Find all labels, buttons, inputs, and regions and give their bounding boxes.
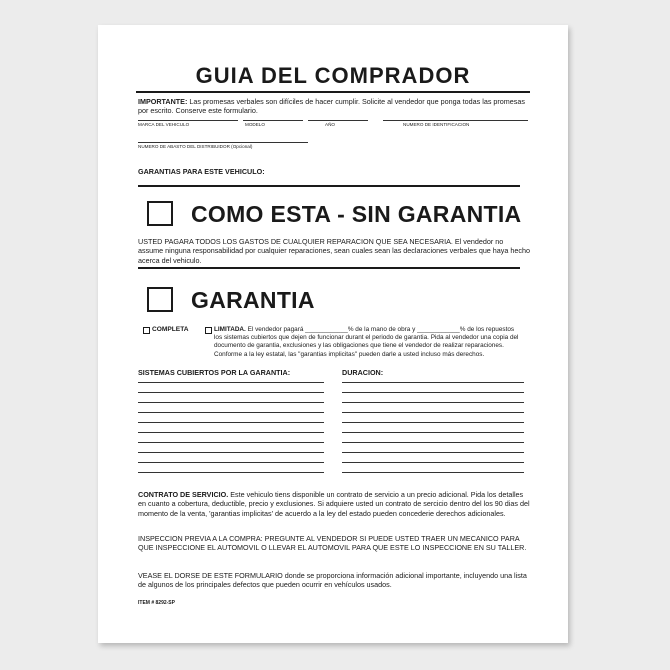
- item-number: ITEM # 8292-SP: [138, 600, 175, 606]
- form-title: GUIA DEL COMPRADOR: [195, 63, 471, 88]
- systems-heading: SISTEMAS CUBIERTOS POR LA GARANTIA:: [138, 368, 291, 377]
- limited-warranty-paragraph: [214, 326, 524, 359]
- duration-line[interactable]: [342, 452, 524, 453]
- systems-line[interactable]: [138, 382, 324, 383]
- intro-label: IMPORTANTE:: [138, 97, 188, 106]
- systems-line[interactable]: [138, 432, 324, 433]
- duration-line[interactable]: [342, 442, 524, 443]
- warranty-heading: GARANTIA: [191, 287, 315, 313]
- service-contract-text: Este vehiculo tiens disponible un contrato de servicio a un precio adicional. Pida los detalles en cuanto a cobertura, deductible, precio y exclusiones. Si adquiere usted un contrato de sercicio dentro del los 90 dias del momento de la venta, 'garantias implicitas' de acuerdo a la ley del estado pueden concederie derechos adicionales.: [138, 490, 530, 518]
- systems-line[interactable]: [138, 452, 324, 453]
- as-is-text: USTED PAGARA TODOS LOS GASTOS DE CUALQUIER REPARACION QUE SEA NECESARIA. El vendedor no assume ninguna responsabilidad por cualquier reparaciones, sean cuales sean las declaraciones verbales que haya hecho acerca del vehiculo.: [138, 237, 530, 265]
- reverse-side-paragraph: VEASE EL DORSE DE ESTE FORMULARIO donde se proporciona información adicional importante, incluyendo una lista de algunos de los principales defectos que pueden ocurrir en vehículos usados.: [138, 571, 527, 590]
- systems-line[interactable]: [138, 442, 324, 443]
- warranties-rule: [138, 185, 520, 187]
- limited-warranty-text: El vendedor pagará ____________% de la mano de obra y ____________% de los repuestos los sistemas cubiertos que dejen de funcionar durant el periodo de garantia. Pida al vendedor una copia del documento de garantia, exclusiones y las obligaciones que tiene el vendedor de realizar reparaciones. Conforme a la ley estatal, las "garantias implicitas" pueden darle a usted incluso más derechos.: [214, 326, 519, 358]
- systems-line[interactable]: [138, 422, 324, 423]
- service-contract-label: CONTRATO DE SERVICIO.: [138, 490, 229, 499]
- warranty-checkbox[interactable]: [147, 287, 173, 312]
- systems-line[interactable]: [138, 392, 324, 393]
- make-line[interactable]: [138, 120, 238, 121]
- intro-paragraph: [138, 97, 528, 115]
- full-warranty-label: COMPLETA: [152, 326, 189, 333]
- service-contract-paragraph: [138, 490, 530, 518]
- systems-line[interactable]: [138, 462, 324, 463]
- intro-text: Las promesas verbales son difíciles de hacer cumplir. Solicite al vendedor que ponga todas las promesas por escrito. Conserve este formulario.: [138, 97, 525, 115]
- systems-line[interactable]: [138, 402, 324, 403]
- dealer-stock-label: NUMERO DE ABASTO DEL DISTRIBUIDOR (Opcional): [138, 144, 253, 149]
- duration-line[interactable]: [342, 412, 524, 413]
- systems-line[interactable]: [138, 472, 324, 473]
- inspection-paragraph: INSPECCION PREVIA A LA COMPRA: PREGUNTE AL VENDEDOR SI PUEDE USTED TRAER UN MECANICO PARA QUE INSPECCIONE EL AUTOMOVIL O LLEVAR EL AUTOMOVIL PARA QUE ESTE LO INSPECCIONE EN SU TALLER.: [138, 534, 527, 553]
- as-is-checkbox[interactable]: [147, 201, 173, 226]
- duration-line[interactable]: [342, 472, 524, 473]
- buyers-guide-form: [98, 25, 568, 643]
- limited-warranty-label: LIMITADA.: [214, 326, 246, 333]
- duration-heading: DURACION:: [342, 368, 384, 377]
- systems-line[interactable]: [138, 412, 324, 413]
- vin-line[interactable]: [383, 120, 528, 121]
- dealer-stock-line[interactable]: [138, 142, 308, 143]
- duration-line[interactable]: [342, 422, 524, 423]
- as-is-heading: COMO ESTA - SIN GARANTIA: [191, 201, 522, 227]
- duration-line[interactable]: [342, 382, 524, 383]
- model-line[interactable]: [243, 120, 303, 121]
- duration-line[interactable]: [342, 462, 524, 463]
- year-label: AÑO: [325, 122, 335, 127]
- year-line[interactable]: [308, 120, 368, 121]
- full-warranty-checkbox[interactable]: [143, 327, 150, 334]
- make-label: MARCA DEL VEHICULO: [138, 122, 190, 127]
- limited-warranty-checkbox[interactable]: [205, 327, 212, 334]
- title-rule: [136, 91, 530, 93]
- duration-line[interactable]: [342, 402, 524, 403]
- as-is-rule: [138, 267, 520, 269]
- vin-label: NUMERO DE IDENTIFICACION: [403, 122, 470, 127]
- warranties-heading: GARANTIAS PARA ESTE VEHICULO:: [138, 167, 265, 176]
- model-label: MODELO: [245, 122, 265, 127]
- duration-line[interactable]: [342, 392, 524, 393]
- duration-line[interactable]: [342, 432, 524, 433]
